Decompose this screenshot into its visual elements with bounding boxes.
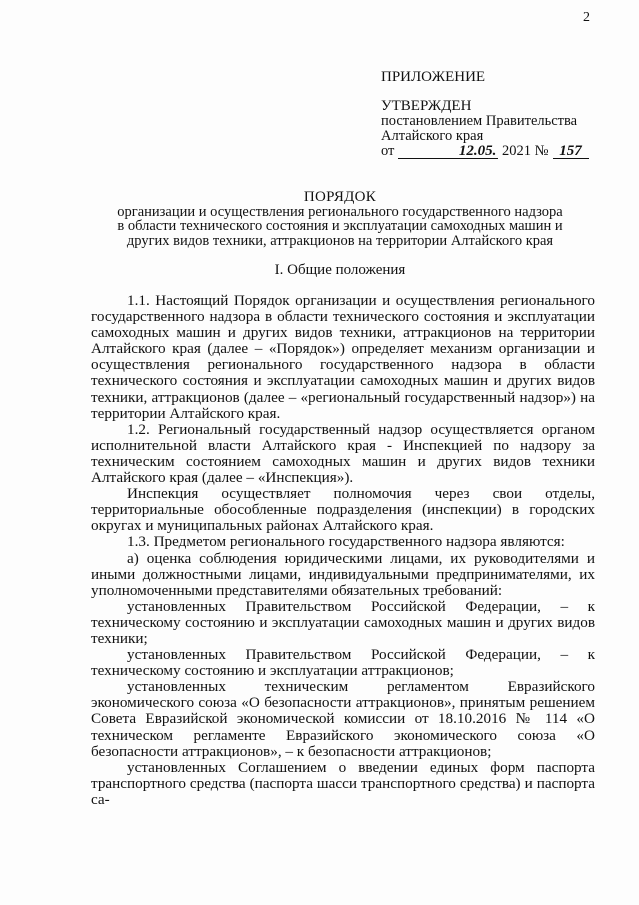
paragraph: 1.2. Региональный государственный надзор осуществляется органом исполнительной власти Алтайского края - Инспекцией по надзору за техническим состоянием самоходных машин и других видов техники Алтайского края (далее – «Инспекция»). [91,420,595,487]
body-text [91,293,595,808]
document-heading [100,190,580,248]
document-subtitle-line-1: организации и осуществления регионального государственного надзора [117,203,563,220]
approval-line-2: Алтайского края [381,128,484,144]
document-subtitle-line-2: в области технического состояния и эксплуатации самоходных машин и [117,218,563,234]
paragraph: 1.3. Предметом регионального государственного надзора являются: [127,533,565,551]
approval-line-1: постановлением Правительства [381,113,578,129]
document-title: ПОРЯДОК [303,189,377,205]
appendix-label: ПРИЛОЖЕНИЕ [381,69,486,85]
paragraph: установленных Правительством Российской Федерации, – к техническому состоянию и эксплуатации самоходных машин и других видов техники; [91,597,595,647]
approval-date-line [381,144,621,159]
approved-label: УТВЕРЖДЕН [381,98,472,114]
section-title: I. Общие положения [274,262,406,278]
approval-block [381,70,621,159]
document-subtitle-line-3: других видов техники, аттракционов на территории Алтайского края [126,232,554,249]
paragraph: Инспекция осуществляет полномочия через свои отделы, территориальные обособленные подразделения (инспекции) в городских округах и муниципальных районах Алтайского края. [91,485,595,535]
paragraph: установленных Правительством Российской Федерации, – к техническому состоянию и эксплуатации аттракционов; [91,646,595,680]
from-label: от [381,143,395,159]
page-number: 2 [583,10,590,25]
paragraph: а) оценка соблюдения юридическими лицами, их руководителями и иными должностными лицами, индивидуальными предпринимателями, их уполномоченными представителями обязательных требований: [91,549,595,599]
year-number-label: 2021 № [502,143,549,159]
approval-number: 157 [553,145,589,159]
paragraph: установленных Соглашением о введении единых форм паспорта транспортного средства (паспорта шасси транспортного средства) и паспорта са- [91,758,595,808]
paragraph: установленных техническим регламентом Евразийского экономического союза «О безопасности аттракционов», принятым решением Совета Евразийской экономической комиссии от 18.10.2016 № 114 «О техническом регламенте Евразийского экономического союза «О безопасности аттракционов», – к безопасности аттракционов; [91,678,595,760]
paragraph: 1.1. Настоящий Порядок организации и осуществления регионального государственного надзора в области технического состояния и эксплуатации самоходных машин и других видов техники, аттракционов на территории Алтайского края (далее – «Порядок») определяет механизм организации и осуществления регионального государственного надзора в области технического состояния и эксплуатации самоходных машин и других видов техники, аттракционов (далее – «региональный государственный надзор») на территории Алтайского края. [91,292,595,422]
approval-date: 12.05. [398,145,498,159]
